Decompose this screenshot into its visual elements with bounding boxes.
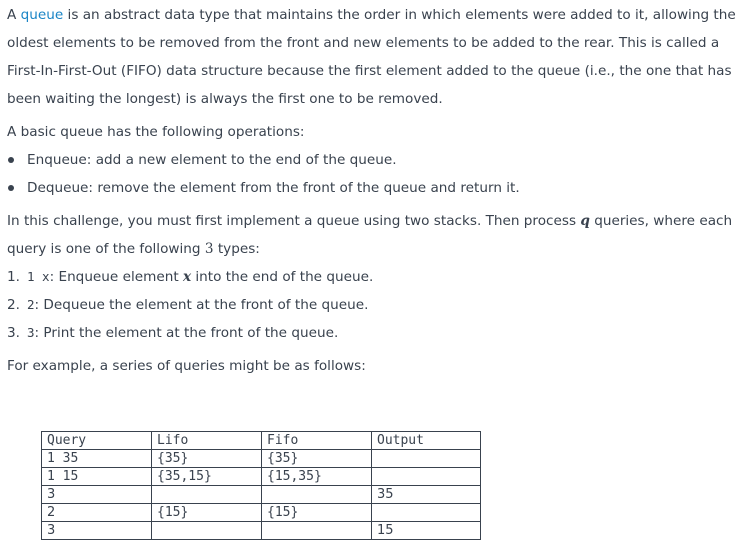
- table-row: [42, 522, 481, 540]
- query-desc: : Dequeue the element at the front of the queue.: [34, 297, 369, 313]
- table-cell: {35,15}: [152, 468, 262, 486]
- table-cell: {35}: [152, 450, 262, 468]
- example-intro: For example, a series of queries might be as follows:: [7, 358, 366, 374]
- query-code: 3: [27, 325, 35, 340]
- query-code: 1 x: [27, 269, 50, 284]
- intro-text-start: A: [7, 7, 21, 23]
- intro-paragraph: [7, 1, 752, 113]
- list-item: [7, 291, 752, 319]
- operation-enqueue: Enqueue: add a new element to the end of the queue.: [27, 152, 397, 168]
- operation-dequeue: Dequeue: remove the element from the front of the queue and return it.: [27, 180, 520, 196]
- operations-heading: A basic queue has the following operations:: [7, 124, 305, 140]
- table-cell: {35}: [262, 450, 372, 468]
- challenge-text-1: In this challenge, you must first implement a queue using two stacks. Then process: [7, 213, 581, 229]
- table-cell: [152, 486, 262, 504]
- table-cell: 3: [42, 486, 152, 504]
- table-row: [42, 486, 481, 504]
- table-cell: 1 35: [42, 450, 152, 468]
- table-header-row: [42, 432, 481, 450]
- operations-list: [7, 146, 752, 202]
- list-number: 1.: [7, 269, 20, 285]
- table-cell: [372, 504, 481, 522]
- list-item: [7, 146, 752, 174]
- q-variable: q: [580, 213, 590, 229]
- bullet-icon: [8, 185, 14, 191]
- query-code: 2: [27, 297, 35, 312]
- table-cell: [152, 522, 262, 540]
- table-cell: [262, 486, 372, 504]
- challenge-text-2: queries, where each query is one of the following: [7, 213, 733, 257]
- queue-link[interactable]: queue: [20, 7, 64, 23]
- column-header: Lifo: [152, 432, 262, 450]
- table-cell: 3: [42, 522, 152, 540]
- x-variable: x: [182, 269, 192, 285]
- column-header: Query: [42, 432, 152, 450]
- list-item: [7, 319, 752, 347]
- column-header: Fifo: [262, 432, 372, 450]
- column-header: Output: [372, 432, 481, 450]
- problem-statement: [7, 0, 752, 380]
- list-number: 2.: [7, 297, 20, 313]
- list-item: [7, 174, 752, 202]
- table-row: [42, 504, 481, 522]
- three-number: 3: [204, 241, 214, 257]
- table-row: [42, 468, 481, 486]
- list-item: [7, 263, 752, 291]
- example-table: [41, 431, 481, 540]
- query-desc: : Print the element at the front of the queue.: [34, 325, 339, 341]
- intro-text-rest: is an abstract data type that maintains the order in which elements were added to it, allowing the oldest elements to be removed from the front and new elements to be added to the rear. This is called a First-In-First-Out (FIFO) data structure because the first element added to the queue (i.e., the one that has been waiting the longest) is always the first one to be removed.: [7, 7, 736, 107]
- table-cell: [262, 522, 372, 540]
- table-cell: [372, 468, 481, 486]
- table-cell: {15,35}: [262, 468, 372, 486]
- challenge-text-3: types:: [213, 241, 260, 257]
- challenge-paragraph: [7, 207, 752, 263]
- query-desc: : Enqueue element: [49, 269, 183, 285]
- query-desc: into the end of the queue.: [191, 269, 374, 285]
- table-cell: {15}: [152, 504, 262, 522]
- table-cell: 2: [42, 504, 152, 522]
- table-cell: 35: [372, 486, 481, 504]
- query-types-list: [7, 263, 752, 347]
- table-cell: {15}: [262, 504, 372, 522]
- table-row: [42, 450, 481, 468]
- table-cell: 15: [372, 522, 481, 540]
- table-cell: 1 15: [42, 468, 152, 486]
- table-cell: [372, 450, 481, 468]
- list-number: 3.: [7, 325, 20, 341]
- bullet-icon: [8, 157, 14, 163]
